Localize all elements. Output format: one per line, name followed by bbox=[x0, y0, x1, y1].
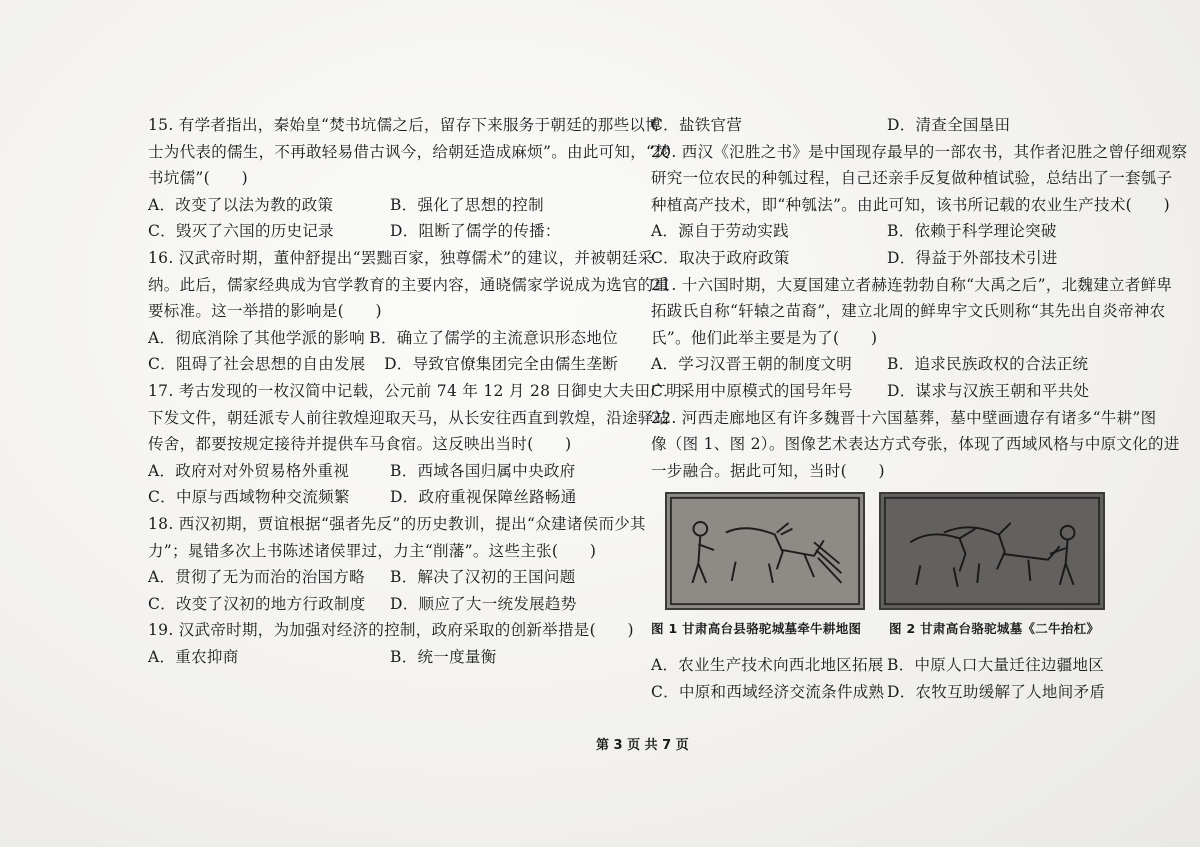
option-row bbox=[651, 679, 1126, 706]
question-line: 22. 河西走廊地区有许多魏晋十六国墓葬，墓中壁画遗存有诸多“牛耕”图 bbox=[651, 408, 1157, 427]
question-line: 像（图 1、图 2）。图像艺术表达方式夸张，体现了西域风格与中原文化的进 bbox=[651, 435, 1180, 454]
option-row bbox=[148, 351, 618, 378]
option-a[interactable]: A．源自于劳动实践 bbox=[651, 222, 789, 241]
question-line: 研究一位农民的种瓠过程，自己还亲手反复做种植试验，总结出了一套瓠子 bbox=[651, 169, 1173, 188]
option-c[interactable]: C．毁灭了六国的历史记录 bbox=[148, 222, 334, 241]
option-row bbox=[148, 644, 618, 671]
option-b[interactable]: B．依赖于科学理论突破 bbox=[887, 222, 1057, 241]
question-16 bbox=[148, 245, 670, 378]
ox-plowing-drawing-icon bbox=[667, 494, 863, 608]
option-row bbox=[148, 192, 618, 219]
question-line: 21. 十六国时期，大夏国建立者赫连勃勃自称“大禹之后”，北魏建立者鲜卑 bbox=[651, 275, 1173, 294]
question-line: 17. 考古发现的一枚汉简中记载，公元前 74 年 12 月 28 日御史大夫田广明 bbox=[148, 381, 682, 400]
question-line: 下发文件，朝廷派专人前往敦煌迎取天马，从长安往西直到敦煌，沿途驿站 bbox=[148, 408, 670, 427]
option-d[interactable]: D．政府重视保障丝路畅通 bbox=[390, 488, 577, 507]
option-a[interactable]: A．农业生产技术向西北地区拓展 bbox=[651, 656, 884, 675]
question-line: 拓跋氏自称“轩辕之苗裔”，建立北周的鲜卑宇文氏则称“其先出自炎帝神农 bbox=[651, 302, 1166, 321]
option-a[interactable]: A．改变了以法为教的政策 bbox=[148, 195, 334, 214]
option-b[interactable]: B．统一度量衡 bbox=[390, 647, 497, 666]
figure-2-mural-image bbox=[879, 492, 1105, 610]
question-17 bbox=[148, 378, 682, 511]
question-line: 一步融合。据此可知，当时( ) bbox=[651, 461, 885, 480]
option-row bbox=[651, 112, 1126, 139]
option-b[interactable]: B．强化了思想的控制 bbox=[390, 195, 544, 214]
left-column bbox=[148, 112, 682, 670]
question-line: 要标准。这一举措的影响是( ) bbox=[148, 302, 382, 321]
option-c[interactable]: C．阻碍了社会思想的自由发展 bbox=[148, 355, 366, 374]
question-21 bbox=[651, 272, 1173, 405]
option-row bbox=[651, 351, 1126, 378]
question-line: 16. 汉武帝时期，董仲舒提出“罢黜百家，独尊儒术”的建议，并被朝廷采 bbox=[148, 248, 654, 267]
option-a[interactable]: A．学习汉晋王朝的制度文明 bbox=[651, 355, 853, 374]
option-a[interactable]: A．彻底消除了其他学派的影响 bbox=[148, 328, 365, 347]
option-b[interactable]: B．解决了汉初的王国问题 bbox=[390, 568, 576, 587]
question-line: 传舍，都要按规定接待并提供车马食宿。这反映出当时( ) bbox=[148, 435, 572, 454]
option-c[interactable]: C．改变了汉初的地方行政制度 bbox=[148, 594, 366, 613]
option-d[interactable]: D．导致官僚集团完全由儒生垄断 bbox=[384, 355, 618, 374]
question-15 bbox=[148, 112, 671, 245]
option-row bbox=[651, 652, 1126, 679]
question-line: 18. 西汉初期，贾谊根据“强者先反”的历史教训，提出“众建诸侯而少其 bbox=[148, 514, 646, 533]
option-d[interactable]: D．得益于外部技术引进 bbox=[887, 248, 1058, 267]
option-d[interactable]: D．阻断了儒学的传播： bbox=[390, 222, 561, 241]
question-line: 15. 有学者指出，秦始皇“焚书坑儒之后，留存下来服务于朝廷的那些以博 bbox=[148, 116, 662, 134]
figure-captions bbox=[651, 616, 1131, 643]
figure-group bbox=[651, 492, 1126, 652]
option-d[interactable]: D．谋求与汉族王朝和平共处 bbox=[887, 381, 1090, 400]
option-b[interactable]: B．确立了儒学的主流意识形态地位 bbox=[369, 328, 618, 347]
option-c[interactable]: C．取决于政府政策 bbox=[651, 248, 790, 267]
question-22 bbox=[651, 405, 1180, 706]
question-line: 纳。此后，儒家经典成为官学教育的主要内容，通晓儒家学说成为选官的重 bbox=[148, 275, 670, 294]
right-column bbox=[651, 112, 1188, 706]
figure-1-caption: 图 1 甘肃高台县骆驼城墓牵牛耕地图 bbox=[651, 621, 862, 637]
option-c[interactable]: C．中原和西域经济交流条件成熟 bbox=[651, 682, 885, 701]
option-row bbox=[651, 245, 1126, 272]
option-d[interactable]: D．农牧互助缓解了人地间矛盾 bbox=[887, 682, 1106, 701]
option-row bbox=[148, 591, 618, 618]
option-row bbox=[148, 458, 618, 485]
option-row bbox=[148, 325, 618, 352]
option-row bbox=[651, 378, 1126, 405]
option-row bbox=[148, 564, 618, 591]
option-c[interactable]: C．采用中原模式的国号年号 bbox=[651, 381, 853, 400]
option-row bbox=[148, 484, 618, 511]
option-row bbox=[651, 218, 1126, 245]
figure-1-mural-image bbox=[665, 492, 865, 610]
question-line: 19. 汉武帝时期，为加强对经济的控制，政府采取的创新举措是( ) bbox=[148, 621, 634, 640]
question-line: 力”；晁错多次上书陈述诸侯罪过，力主“削藩”。这些主张( ) bbox=[148, 541, 597, 560]
question-19 bbox=[148, 617, 634, 670]
page-number: 第 3 页 共 7 页 bbox=[596, 738, 689, 753]
option-b[interactable]: B．中原人口大量迁往边疆地区 bbox=[887, 656, 1105, 675]
question-line: 种植高产技术，即“种瓠法”。由此可知，该书所记载的农业生产技术( ) bbox=[651, 195, 1170, 214]
option-b[interactable]: B．西域各国归属中央政府 bbox=[390, 461, 576, 480]
option-row bbox=[148, 218, 618, 245]
option-a[interactable]: A．政府对对外贸易格外重视 bbox=[148, 461, 350, 480]
question-18 bbox=[148, 511, 646, 617]
option-a[interactable]: A．重农抑商 bbox=[148, 647, 239, 666]
option-d[interactable]: D．顺应了大一统发展趋势 bbox=[390, 594, 577, 613]
option-d[interactable]: D．清查全国垦田 bbox=[887, 116, 1011, 134]
question-line: 20. 西汉《氾胜之书》是中国现存最早的一部农书，其作者氾胜之曾仔细观察 bbox=[651, 142, 1188, 161]
option-c[interactable]: C．盐铁官营 bbox=[651, 116, 743, 134]
question-20 bbox=[651, 139, 1188, 272]
option-a[interactable]: A．贯彻了无为而治的治国方略 bbox=[148, 568, 365, 587]
figure-2-caption: 图 2 甘肃高台骆驼城墓《二牛抬杠》 bbox=[889, 621, 1100, 637]
option-b[interactable]: B．追求民族政权的合法正统 bbox=[887, 355, 1089, 374]
question-line: 氏”。他们此举主要是为了( ) bbox=[651, 328, 878, 347]
question-line: 士为代表的儒生，不再敢轻易借古讽今，给朝廷造成麻烦”。由此可知，“焚 bbox=[148, 142, 671, 161]
option-c[interactable]: C．中原与西域物种交流频繁 bbox=[148, 488, 350, 507]
question-line: 书坑儒”( ) bbox=[148, 169, 248, 188]
two-oxen-plow-drawing-icon bbox=[881, 494, 1103, 608]
